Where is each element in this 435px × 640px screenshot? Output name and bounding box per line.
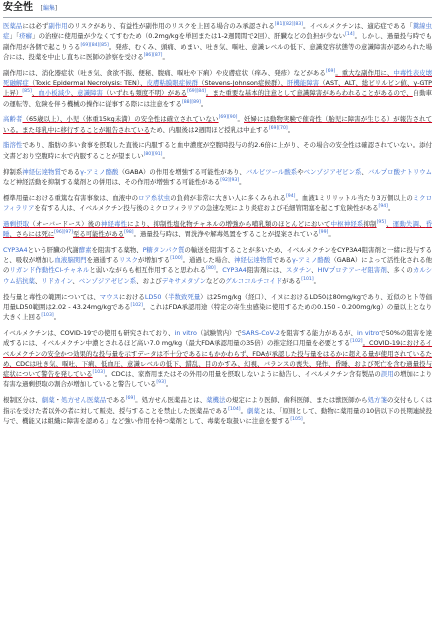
text-run: 」の治療に使用量が少なくてすむため（0.2mg/kgを単回または1-2週間間で2回）、肝臓などの負担が少ない [32,32,346,41]
text-run: と弱いながらも相互作用すると思われる [89,266,207,275]
wiki-link[interactable]: 疥癬 [19,32,33,41]
text-run: 、 [311,266,318,275]
edit-link[interactable]: 編集 [42,5,55,12]
wiki-link[interactable]: 中枢神経系 [330,219,364,228]
edit-bracket-close: ] [54,5,58,12]
paragraph [3,193,432,214]
paragraph [3,219,432,240]
text-run: 。 [313,276,321,285]
text-run: （ [161,292,168,301]
wiki-link[interactable]: バルプロ酸ナトリウム [367,167,433,176]
text-run: 自動車の運転等、危険を伴う機械の操作に従事する際には注意をする [3,89,433,108]
citation-link[interactable]: [69] [325,68,336,74]
text-run: 。 [215,266,223,275]
citation-link[interactable]: [92][93] [220,177,240,183]
text-run: 、 [386,219,393,228]
text-run: である [106,396,126,405]
wiki-link[interactable]: バルビツール酸系 [245,167,298,176]
text-run: を有する人は、イベルメクチン投与後のミクロフィラリアの急速な死により炎症および毛細管閉塞を起こす危険性がある [34,203,379,212]
text-run: また重要な基本的注意として意識障害があらわれることがあるので、 [212,89,413,98]
citation-link[interactable]: [94] [378,203,388,209]
text-run: で50%の阻害を達成するには、イベルメクチン中濃とされるほど高い7.0 mg/kg（最大FDA承認用量の35倍）の推定経口用量を必要とする [3,328,432,348]
text-run: 、 [419,219,426,228]
text-run: 。 [162,151,169,160]
wiki-link[interactable]: リドカイン [41,276,73,285]
citation-link[interactable]: [93] [156,380,166,386]
text-run: 、多くの [386,266,413,275]
text-run: 、 [70,89,78,98]
text-run: ）は25mg/kg（経口）、イヌにおけるLD50は80mg/kgであり、近似のヒト等価用量LD50範囲は2.02 - 43.24mg/kgである [3,292,433,311]
wiki-link[interactable]: 過剰摂取 [3,219,30,228]
citation-link[interactable]: [102] [350,339,363,345]
wiki-link[interactable]: マウス [99,292,119,301]
citation-link[interactable]: [105] [290,416,303,422]
text-run: 。 [302,416,310,425]
citation-link[interactable]: [69][90] [218,115,238,121]
wiki-link[interactable]: in vitro [356,328,380,337]
citation-link[interactable]: [101] [301,276,314,282]
citation-link[interactable]: [80][91] [143,151,163,157]
text-run: （GABA）によって活性化される他の [3,256,433,275]
text-run: 。 [237,115,245,124]
citation-link[interactable]: [95] [376,219,387,225]
text-run: の輸送を阻害することが多いため、イベルメクチンをCYP3A4阻害剤と一緒に投与すると、吸収が増加し [3,245,433,265]
citation-link[interactable]: [88][89] [181,99,201,105]
text-run: における [118,292,145,301]
text-run: である [60,167,81,176]
citation-link[interactable]: [103] [92,370,105,376]
wiki-link[interactable]: 酵素 [78,245,92,254]
text-run: （GABA）の作用を増強する可能性があり、 [118,167,246,176]
wiki-link[interactable]: リガンド作動性Cl-チャネル [9,266,90,275]
text-run: 。 [240,406,248,415]
paragraph [3,328,432,390]
citation-link[interactable]: [100] [170,256,183,262]
wiki-link[interactable]: 神経伝達物質 [22,167,61,176]
wiki-link[interactable]: 中毒性表皮壊死融解症 [3,68,433,87]
text-run: 。 [165,380,173,389]
paragraph [3,114,432,135]
citation-link[interactable]: [103] [41,313,54,319]
text-run: が増加する [138,256,171,265]
wiki-link[interactable]: 血液脳関門 [54,256,87,265]
text-run: や [297,167,304,176]
text-run: COVID-19におけるイベルメクチンの安全かつ効果的な投与量を示すデータは不十分であるにもかかわらず、FDAが承認した投与量をはるかに超える量が使用されているため、CDCは吐き気、嘔吐、下痢、低血圧、意識レベルの低下、錯乱、目のかすみ、幻視、バランスの喪失、発作、昏睡、および死亡を含む過量投与症状について警告を発している [3,339,433,379]
citation-link[interactable]: [98] [124,230,134,236]
text-run: の交付もしくは指示を受けた者以外の者に対して販売、授与することを禁止した医薬品である [3,396,433,415]
wiki-link[interactable]: SARS-CoV-2 [241,328,280,337]
wiki-link[interactable]: ベンゾジアゼピン系 [78,276,137,285]
text-run: 抑制系 [3,167,23,176]
text-run: 阻害剤には、 [246,266,286,275]
text-run: 。発疹、むくみ、頭痛、めまい、吐き気、嘔吐、意識レベルの低下、意識変容状態等の意識障害が認められた場合には、投薬を中止し直ちに医師の診察を受ける [3,42,432,61]
wiki-link[interactable]: in vitro [174,328,197,337]
text-run: 。 [328,230,335,239]
text-run: がある [282,276,302,285]
wiki-link[interactable]: 処方せん医薬品 [61,396,107,405]
wiki-link[interactable]: 半数致死量 [167,292,201,301]
wiki-link[interactable]: デキサメタゾン [161,276,207,285]
wiki-link[interactable]: リスク [118,256,139,265]
text-run: を阻害する能力があるが、 [279,328,357,337]
text-run: のリスクがあり、有益性が副作用のリスクを上回る場合のみ承認される [67,22,275,30]
text-run: 。 [387,203,395,212]
paragraph [3,245,432,286]
text-run: 。イベルメクチンは、適応症である「 [303,22,413,30]
citation-link[interactable]: [69][70] [268,125,288,131]
text-run: 、 [361,167,368,176]
text-run: 。 [162,52,169,61]
wiki-link[interactable]: 昏睡 [3,219,433,239]
text-run: 投与量と毒性の範囲については、 [3,292,100,301]
text-run: 。 [200,99,208,108]
section-title: 安全性 [3,2,33,13]
citation-link[interactable]: [14] [345,32,355,38]
citation-link[interactable]: [69][84][85] [80,42,109,48]
wiki-link[interactable]: 神経伝達物質 [234,256,273,265]
citation-link[interactable]: [102] [130,302,143,308]
text-run: ・ [54,396,62,405]
text-run: 、 [31,89,39,98]
citation-link[interactable]: [69][84] [187,89,206,95]
text-run: （試験管内）で [196,328,242,337]
citation-link[interactable]: [69] [125,396,136,402]
text-run: とは、「原則として、動物に薬用量の10倍以下の長期連続投与で、機能又は組織に障害を認める」など強い作用を持つ薬剤として、毒薬を取扱いに注意を要する [3,406,433,425]
wiki-link[interactable]: 肝機能障害 [287,78,320,87]
edit-section-link[interactable] [40,5,57,12]
text-run: などの [206,276,226,285]
text-run: 、さらには死に [9,230,55,239]
text-run: により、抑制性塩化物チャネルの増強から哺乳類のほとんどにおいて [127,219,331,228]
wiki-link[interactable]: 医薬品 [3,22,23,30]
text-run: 。 [53,313,61,322]
citation-link[interactable]: [81][82][83] [274,22,304,27]
paragraph [3,21,432,62]
wiki-link[interactable]: γ-アミノ酪酸 [80,167,119,176]
text-run: （Stevens-Johnson症候群）、 [198,78,288,87]
article-section [3,0,432,426]
citation-link[interactable]: [86][87] [143,52,163,58]
text-run: 。 [362,339,370,348]
text-run: の負荷が非常に大きい人に多くみられる [170,193,286,202]
paragraph [3,68,432,109]
text-run: 妊婦には動物実験で催奇性（胎児に障害が生じる）が報告されている。また母乳中に移行することが報告されている [3,115,433,134]
text-run: 。 [335,68,342,77]
wiki-link[interactable]: カルシウム拮抗薬 [3,266,433,285]
text-run: 。 [239,177,246,186]
text-run: （AST、ALT、総ビリルビン値、γ-GTP上昇） [3,78,433,98]
wiki-link[interactable]: 副作用 [48,22,68,30]
wiki-link[interactable]: グルココルチコイド [225,276,283,285]
citation-link[interactable]: [94] [285,193,296,199]
wiki-link[interactable]: 誤用 [380,370,394,379]
citation-link[interactable]: [85] [22,89,32,95]
section-heading [3,0,432,18]
wiki-link[interactable]: 糞線虫症 [3,22,433,41]
text-run: 副作用には、消化器症状（吐き気、食欲不振、便秘、腹痛、嘔吐や下痢）や皮膚症状（痒み、発疹）などがある [3,68,326,77]
wiki-link[interactable]: 脂溶性 [3,141,23,150]
text-run: の増加により有害な過剰摂取の割合が増加していると警告している [3,370,433,389]
text-run: という肝臓の代謝 [27,245,79,254]
text-run: （いずれも頻度不明）がある [103,89,188,98]
citation-link[interactable]: [80] [206,266,216,272]
wiki-link[interactable]: ロア糸状虫 [138,193,171,202]
text-run: には必ず [22,22,49,30]
text-run: 。CDCは、家畜用またはその外用の用量を摂取しないように勧告し、イベルメクチン含有製品の [104,370,381,379]
wiki-link[interactable]: HIVプロテアーゼ阻害剤 [317,266,387,275]
wiki-link[interactable]: スタチン [285,266,312,275]
wiki-link[interactable]: ベンゾジアゼピン系 [303,167,362,176]
text-run: （65歳以上）、小児（体重15kg未満）の安全性は確立されていない [22,115,219,124]
text-run: ため、内服後は2週間ほど授乳は中止する [149,125,269,134]
paragraph [3,292,432,323]
text-run: 。過量投与時は、胃洗浄や解毒処置をすることが提案されている [133,230,319,239]
text-run: 、 [34,276,42,285]
text-run: など神経活動を抑制する薬剤との併用は、その作用が増強する可能性がある [3,177,221,186]
wiki-link[interactable]: 劇薬 [41,396,55,405]
wiki-link[interactable]: CYP3A4 [222,266,247,275]
text-run: 根制区分は、 [3,396,42,405]
paragraph [3,140,432,161]
text-run: 、および [136,276,162,285]
citation-link[interactable]: [96][97] [54,230,73,236]
text-run: 標準用量における重篤な有害事象は、血液中の [3,193,139,202]
text-run: イベルメクチンは、COVID-19での使用も研究されており、 [3,328,175,337]
wiki-link[interactable]: γ-アミノ酪酸 [292,256,331,265]
text-run: を過通する [86,256,119,265]
text-run: 。 [287,125,295,134]
text-run: 重大な副作用に、 [341,68,394,77]
paragraph [3,167,432,188]
edit-bracket-open: [ [40,5,43,12]
text-run: の規定により医師、歯科医師、または獣医師から [225,396,368,405]
text-run: （オーバードース）後の [29,219,101,228]
text-run: 。これはFDA承認用途（特定の寄生虫感染に使用するための0.150 - 0.200mg/kg）の量以上となり大きく上回る [3,302,432,322]
paragraph [3,395,432,426]
wiki-link[interactable]: 意識障害 [77,89,104,98]
text-run: （Toxic Epidermal Necrolysis: TEN）、 [28,78,147,87]
citation-link[interactable]: [99] [318,230,329,236]
wiki-link[interactable]: 皮膚粘膜眼症候群 [146,78,199,87]
text-run: 。しかし、過量投与時でも副作用が各個で起こりうる [3,32,433,51]
wiki-link[interactable]: 薬機法 [206,396,226,405]
wiki-link[interactable]: LD50 [144,292,162,301]
wiki-link[interactable]: 高齢者 [3,115,23,124]
text-run: である [272,256,292,265]
wiki-link[interactable]: P糖タンパク質 [142,245,185,254]
text-run: 抑制 [363,219,377,228]
text-run: 、 [72,276,79,285]
text-run: 」「 [9,32,20,41]
text-run: 。血液1ミリリットル当たり3万個以上の [295,193,413,202]
text-run: を阻害する薬物、 [91,245,143,254]
wiki-link[interactable]: 劇薬 [247,406,260,415]
wiki-link[interactable]: ミクロフィラリア [3,193,433,212]
text-run: 。 [205,89,213,98]
wiki-link[interactable]: 運動失調 [392,219,420,228]
wiki-link[interactable]: 処方箋 [367,396,387,405]
wiki-link[interactable]: CYP3A4 [3,245,28,254]
wiki-link[interactable]: 血小板減少 [38,89,71,98]
text-run: 。通過した場合、 [182,256,235,265]
text-run: 至る可能性がある [73,230,125,239]
text-run: 。処方せん医薬品とは、 [135,396,207,405]
wiki-link[interactable]: 神経毒性 [100,219,128,228]
text-run: であり、脂肪の多い食事を摂取した直後に内服すると血中濃度が空腹時投与の約2.6倍に上がり、その場合の安全性は確認されていない。添付文書どおり空腹時に水で内服することが望ましい [3,141,433,160]
citation-link[interactable]: [104] [228,406,241,412]
article-body [3,21,432,426]
